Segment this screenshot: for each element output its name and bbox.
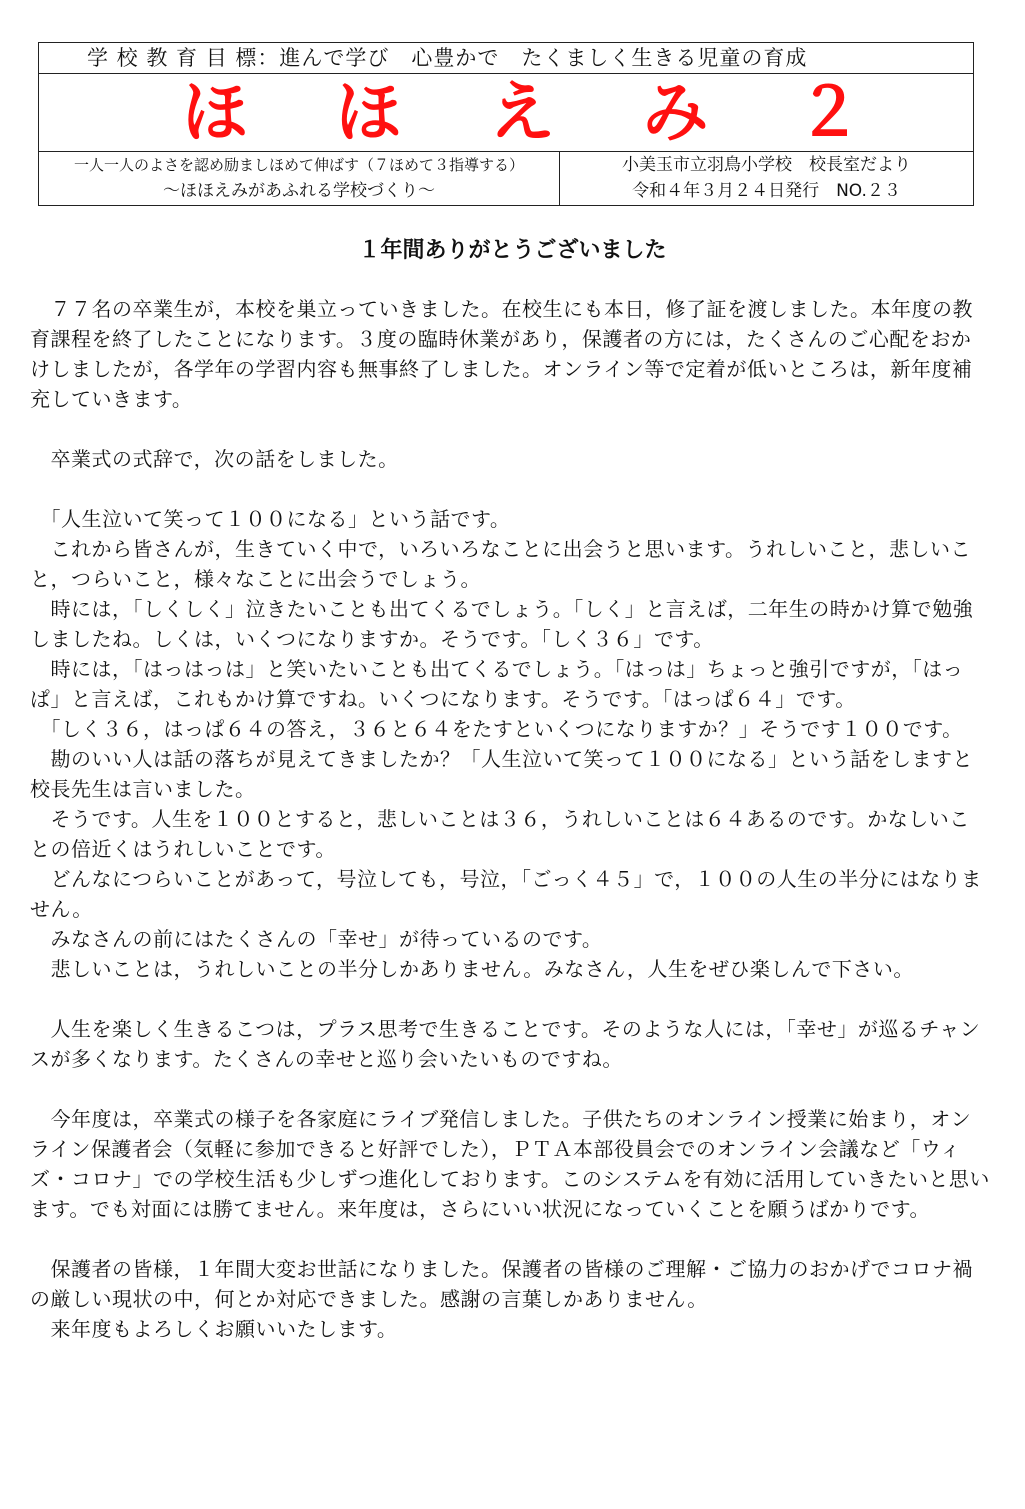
paragraph: 今年度は，卒業式の様子を各家庭にライブ発信しました。子供たちのオンライン授業に始まり，オンライン保護者会（気軽に参加できると好評でした），ＰＴＡ本部役員会でのオンライン会議など「ウィズ・コロナ」での学校生活も少しずつ進化しております。このシステムを有効に活用していきたいと思います。でも対面には勝てません。来年度は，さらにいい状況になっていくことを願うばかりです。 (30, 1107, 990, 1221)
article-body (30, 294, 990, 1344)
motto-line: 一人一人のよさを認め励ましほめて伸ばす（７ほめて３指導する） (73, 156, 524, 174)
speech-paragraph: これから皆さんが，生きていく中で，いろいろなことに出会うと思います。うれしいこと，悲しいこと，つらいこと，様々なことに出会うでしょう。 (30, 537, 971, 591)
newsletter-title-char: え (489, 74, 555, 151)
newsletter-title-char: ほ (335, 74, 402, 151)
issue-cell (560, 152, 973, 205)
newsletter-title-char: ほ (182, 74, 248, 151)
school-name: 小美玉市立羽鳥小学校 校長室だより (622, 155, 911, 175)
speech-paragraph: みなさんの前にはたくさんの「幸せ」が待っているのです。 (30, 927, 603, 951)
paragraph: 人生を楽しく生きるこつは，プラス思考で生きることです。そのような人には，「幸せ」が巡るチャンスが多くなります。たくさんの幸せと巡り会いたいものですね。 (30, 1017, 981, 1071)
speech-paragraph: 時には，「しくしく」泣きたいことも出てくるでしょう。「しく」と言えば，二年生の時かけ算で勉強しましたね。しくは，いくつになりますか。そうです。「しく３６」です。 (30, 597, 974, 651)
closing-line: 来年度もよろしくお願いいたします。 (30, 1317, 398, 1341)
newsletter-title-char: み (642, 74, 709, 151)
article-title: １年間ありがとうございました (358, 238, 667, 263)
newsletter-title (182, 74, 862, 151)
paragraph: ７７名の卒業生が，本校を巣立っていきました。在校生にも本日，修了証を渡しました。本年度の教育課程を終了したことになります。３度の臨時休業があり，保護者の方には，たくさんのご心配をおかけしましたが，各学年の学習内容も無事終了しました。オンライン等で定着が低いところは，新年度補充していきます。 (30, 297, 973, 411)
motto-slogan: ～ほほえみがあふれる学校づくり～ (163, 181, 435, 201)
ceremony-speech (30, 504, 990, 984)
motto-cell (39, 152, 560, 205)
paragraph: 卒業式の式辞で，次の話をしました。 (30, 447, 399, 471)
paragraph: 保護者の皆様，１年間大変お世話になりました。保護者の皆様のご理解・ご協力のおかげでコロナ禍の厳しい現状の中，何とか対応できました。感謝の言葉しかありません。 (30, 1257, 973, 1311)
speech-paragraph: そうです。人生を１００とすると，悲しいことは３６，うれしいことは６４あるのです。かなしいことの倍近くはうれしいことです。 (30, 807, 970, 861)
speech-paragraph: 「人生泣いて笑って１００になる」という話です。 (30, 507, 511, 531)
newsletter-header (38, 42, 974, 206)
speech-paragraph: 悲しいことは，うれしいことの半分しかありません。みなさん，人生をぜひ楽しんで下さい。 (30, 957, 914, 981)
newsletter-title-char: ２ (796, 74, 862, 151)
speech-paragraph: 時には，「はっはっは」と笑いたいことも出てくるでしょう。「はっは」ちょっと強引ですが，「はっぱ」と言えば，これもかけ算ですね。いくつになります。そうです。「はっぱ６４」です。 (30, 657, 964, 711)
speech-paragraph: 勘のいい人は話の落ちが見えてきましたか？「人生泣いて笑って１００になる」という話をしますと校長先生は言いました。 (30, 747, 973, 801)
issue-date-number: 令和４年３月２４日発行 NO.２３ (632, 181, 901, 201)
title-row (39, 74, 973, 152)
speech-paragraph: どんなにつらいことがあって，号泣しても，号泣，「ごっく４５」で，１００の人生の半分にはなりません。 (30, 867, 982, 921)
info-row (39, 152, 973, 205)
speech-paragraph: 「しく３６，はっぱ６４の答え，３６と６４をたすといくつになりますか？」そうです１００です。 (30, 717, 963, 741)
school-goal: 学 校 教 育 目 標：進んで学び 心豊かで たくましく生きる児童の育成 (39, 43, 973, 74)
